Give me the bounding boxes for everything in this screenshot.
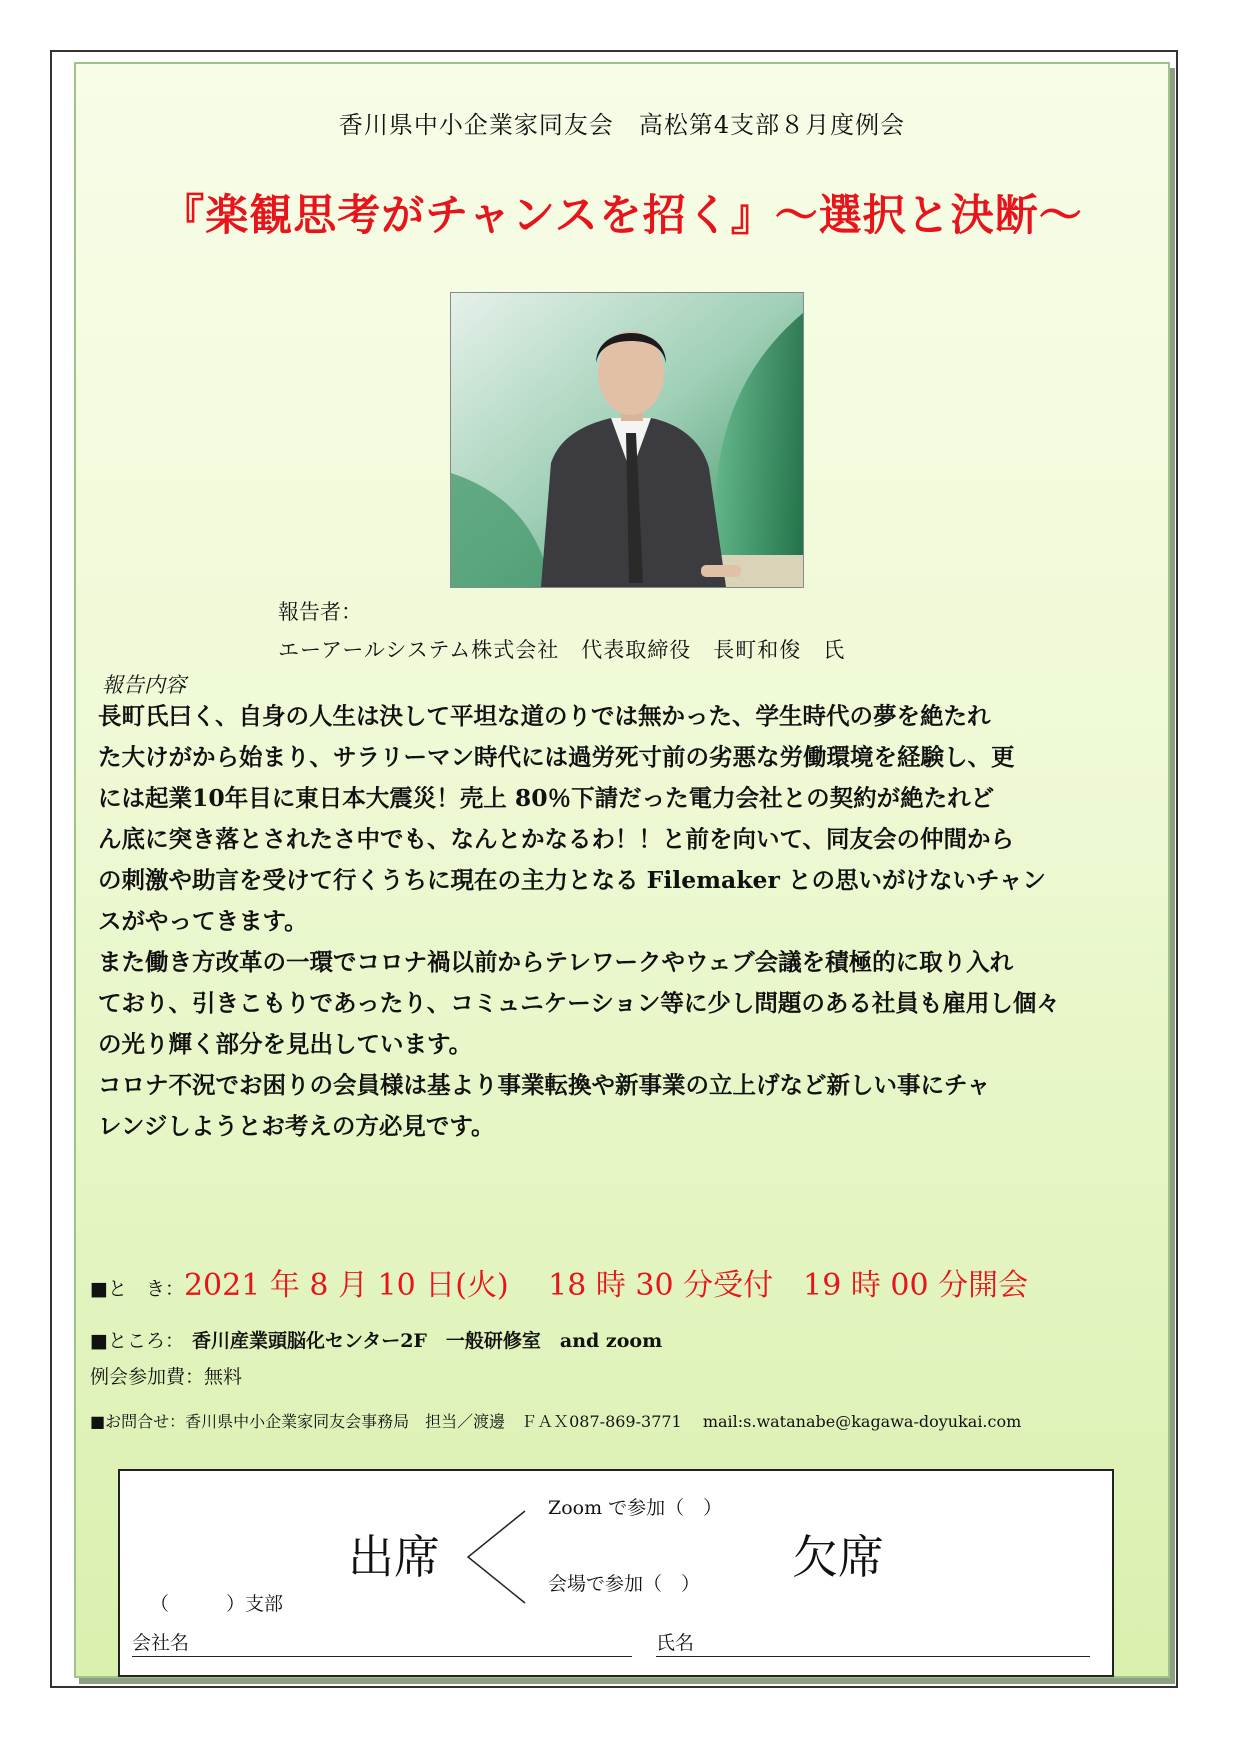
content-line: スがやってきます。 [98,907,308,935]
reporter-label: 報告者： [278,600,362,624]
content-line: ん底に突き落とされたさ中でも、なんとかなるわ！！と前を向いて、同友会の仲間から [98,825,1015,853]
content-label: 報告内容 [102,673,186,697]
venue-row [90,1326,662,1353]
zoom-attend-option[interactable]: Zoom で参加（ ） [548,1497,723,1519]
content-line: 長町氏曰く、自身の人生は決して平坦な道のりでは無かった、学生時代の夢を絶たれ [98,702,991,730]
flyer-panel [74,62,1170,1678]
venue-attend-option[interactable]: 会場で参加（ ） [548,1573,701,1595]
absent-option[interactable]: 欠席 [792,1530,884,1584]
report-content [98,696,1158,1147]
date-value: 2021 年 8 月 10 日(火) 18 時 30 分受付 19 時 00 分開会 [183,1268,1029,1303]
content-line: また働き方改革の一環でコロナ禍以前からテレワークやウェブ会議を積極的に取り入れ [98,948,1014,976]
date-label: ■と き： [90,1278,184,1300]
content-line: た大けがから始まり、サラリーマン時代には過労死寸前の劣悪な労働環境を経験し、更 [98,743,1015,771]
date-time-row [90,1260,1028,1304]
reply-form [118,1469,1114,1677]
fee-text: 例会参加費：無料 [90,1366,243,1388]
contact-text: ■お問合せ：香川県中小企業家同友会事務局 担当／渡邊 ＦＡＸ087-869-3771 mail:s.watanabe@kagawa-doyukai.com [90,1412,1022,1431]
attend-option[interactable]: 出席 [348,1530,440,1584]
content-line: の光り輝く部分を見出しています。 [98,1030,473,1058]
content-line: には起業10年目に東日本大震災！売上 80％下請だった電力会社との契約が絶たれど [98,784,995,812]
chevron-left-icon [460,1507,530,1607]
event-title: 『楽観思考がチャンスを招く』～選択と決断～ [161,191,1083,241]
branch-field[interactable]: （ ）支部 [150,1593,284,1615]
person-name-field[interactable]: 氏名 [656,1628,1090,1657]
content-line: レンジしようとお考えの方必見です。 [98,1112,495,1140]
company-name-field[interactable]: 会社名 [132,1628,632,1657]
content-line: の刺激や助言を受けて行くうちに現在の主力となる Filemaker との思いがけないチャン [98,866,1046,894]
reporter-name: エーアールシステム株式会社 代表取締役 長町和俊 氏 [278,638,846,662]
reporter-photo [450,292,804,588]
venue-value: 香川産業頭脳化センター2F 一般研修室 and zoom [191,1330,663,1352]
content-line: コロナ不況でお困りの会員様は基より事業転換や新事業の立上げなど新しい事にチャ [98,1071,991,1099]
content-line: ており、引きこもりであったり、コミュニケーション等に少し問題のある社員も雇用し個々 [98,989,1060,1017]
organizer-heading: 香川県中小企業家同友会 高松第4支部８月度例会 [338,111,906,139]
venue-label: ■ところ： [90,1330,184,1352]
